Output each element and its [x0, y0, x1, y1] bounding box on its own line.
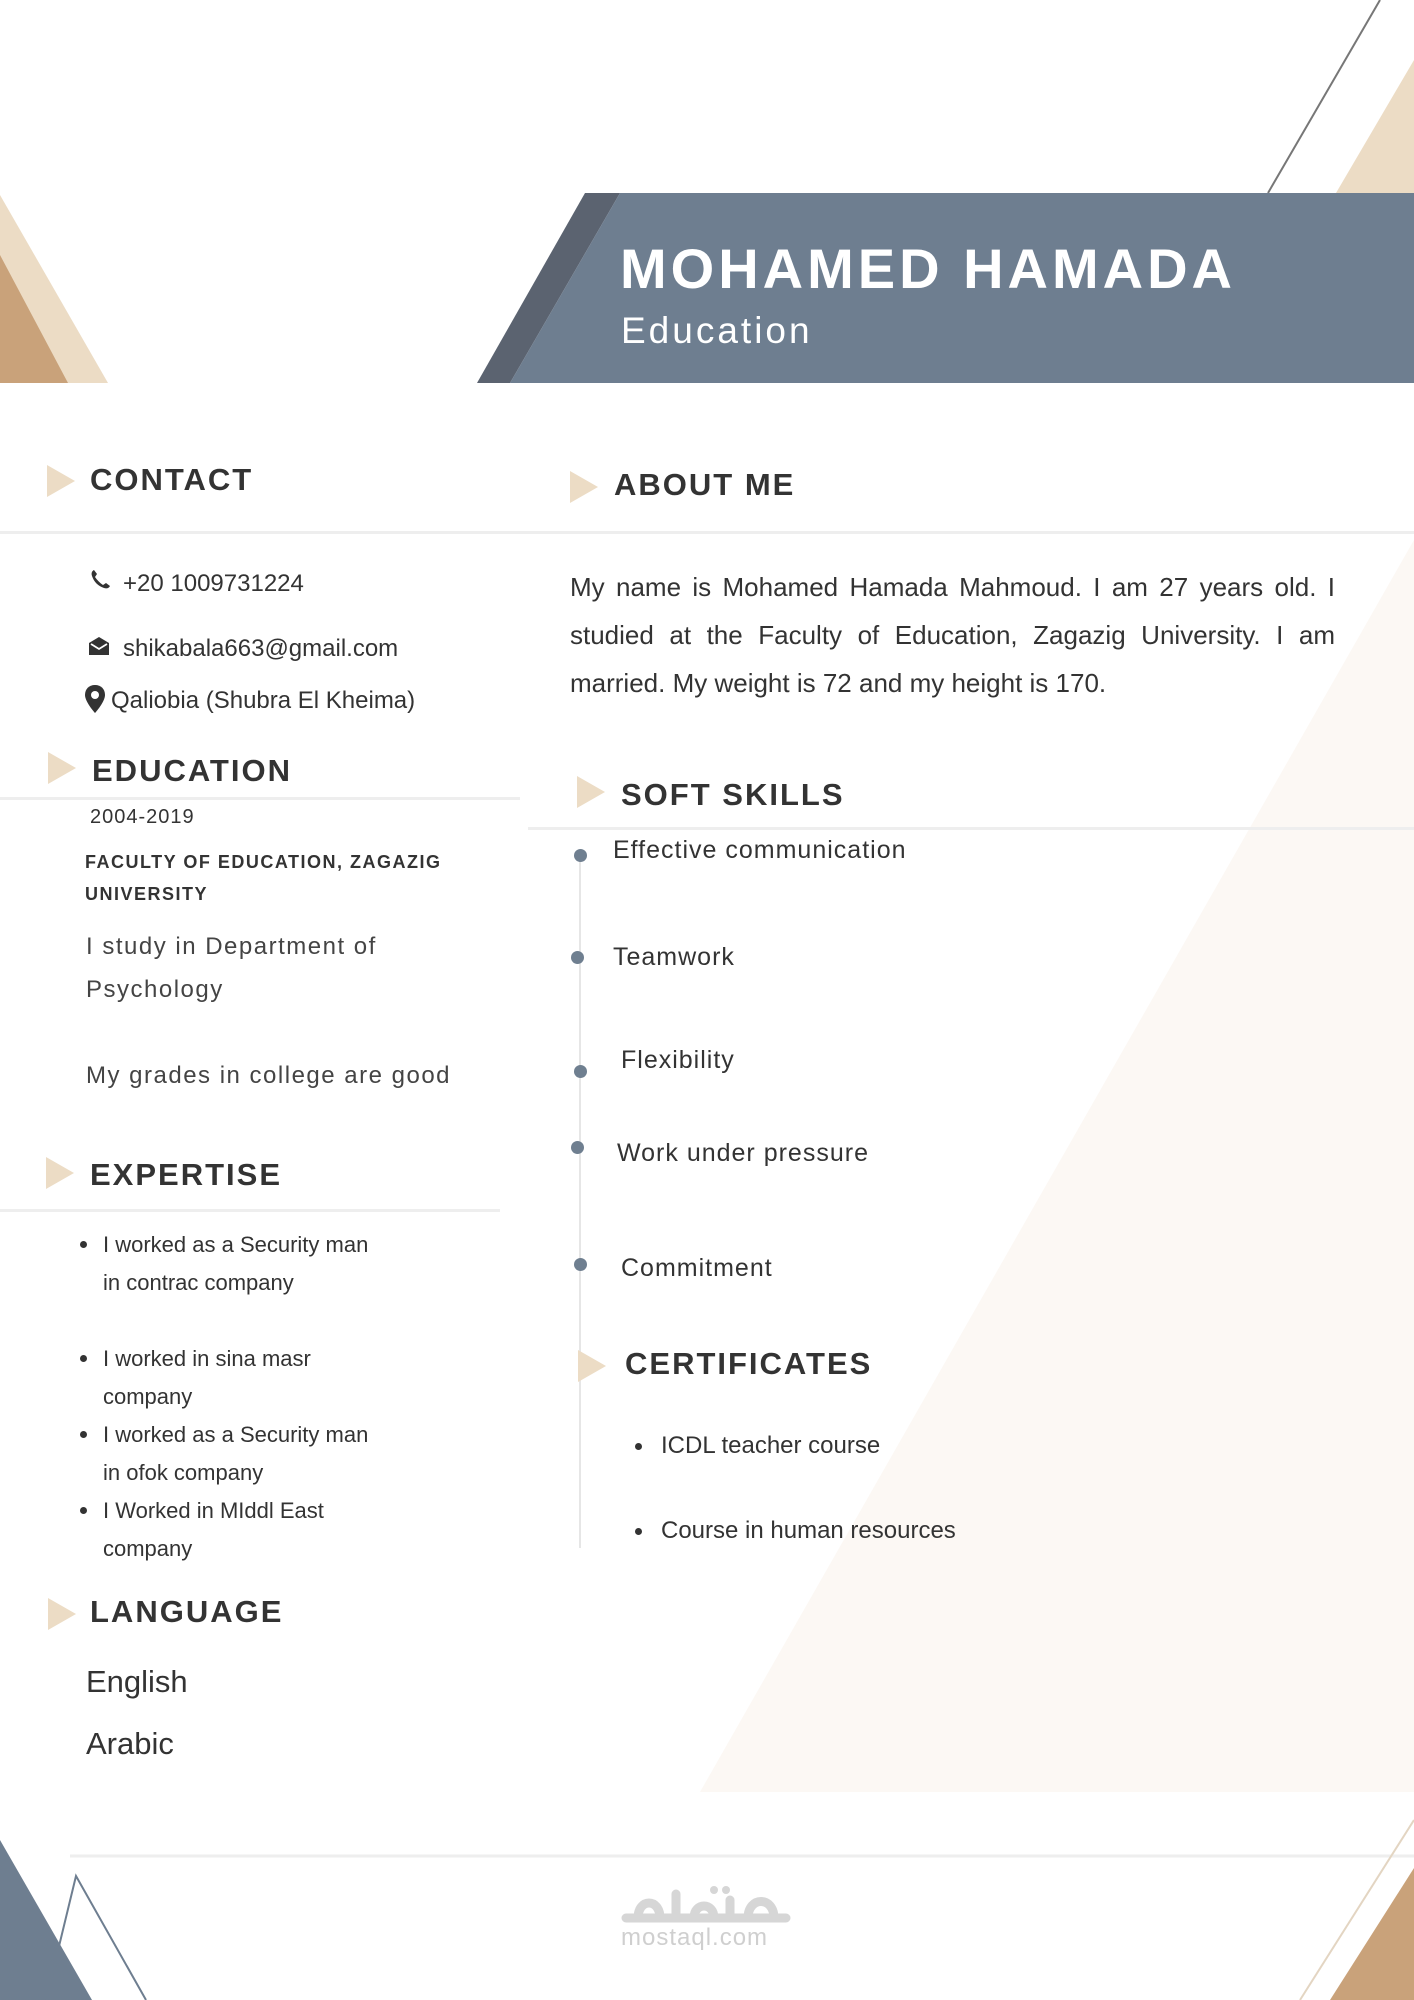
- expertise-bullet: [80, 1431, 87, 1438]
- soft-skills-rule: [528, 827, 1414, 830]
- expertise-item: I worked as a Security man in contrac company: [103, 1232, 369, 1295]
- language-item: English: [86, 1664, 188, 1699]
- language-heading-marker: [48, 1598, 76, 1630]
- envelope-icon: [87, 634, 111, 658]
- about-heading-marker: [570, 471, 598, 503]
- phone-icon: [88, 568, 112, 592]
- skill-item: Flexibility: [621, 1046, 735, 1074]
- certificates-heading: CERTIFICATES: [625, 1346, 873, 1381]
- about-heading: ABOUT ME: [614, 467, 796, 502]
- soft-skills-heading-marker: [577, 776, 605, 808]
- bottom-left-slate-triangle: [0, 1840, 92, 2000]
- contact-location: Qaliobia (Shubra El Kheima): [111, 687, 416, 714]
- contact-email[interactable]: shikabala663@gmail.com: [123, 635, 399, 662]
- watermark-url: mostaql.com: [621, 1924, 769, 1951]
- skill-dot: [574, 1258, 587, 1271]
- education-heading: EDUCATION: [92, 753, 292, 788]
- contact-heading-marker: [47, 465, 75, 497]
- education-detail-department: I study in Department of Psychology: [86, 933, 377, 1003]
- language-item: Arabic: [86, 1726, 174, 1761]
- skill-dot: [574, 849, 587, 862]
- certificate-item: Course in human resources: [661, 1517, 956, 1544]
- language-heading: LANGUAGE: [90, 1594, 284, 1629]
- expertise-bullet: [80, 1241, 87, 1248]
- certificate-bullet: [635, 1443, 642, 1450]
- top-section-rule: [0, 531, 1414, 534]
- location-pin-icon: [84, 684, 106, 714]
- skill-item: Teamwork: [613, 943, 735, 971]
- expertise-item: I Worked in MIddl East company: [103, 1498, 324, 1561]
- soft-skills-heading: SOFT SKILLS: [621, 777, 845, 812]
- expertise-item: I worked in sina masr company: [103, 1346, 311, 1409]
- skill-item: Work under pressure: [617, 1139, 869, 1167]
- education-heading-marker: [48, 752, 76, 784]
- education-institution-line-1: FACULTY OF EDUCATION, ZAGAZIG: [85, 852, 442, 872]
- education-rule: [0, 797, 520, 800]
- expertise-heading: EXPERTISE: [90, 1157, 282, 1192]
- expertise-bullet: [80, 1507, 87, 1514]
- education-institution-line-2: UNIVERSITY: [85, 884, 209, 904]
- skill-item: Commitment: [621, 1254, 773, 1282]
- skill-dot: [571, 951, 584, 964]
- candidate-title: Education: [621, 310, 813, 351]
- education-institution: [85, 846, 485, 910]
- certificates-heading-marker: [578, 1350, 606, 1382]
- skill-item: Effective communication: [613, 836, 907, 864]
- about-text: My name is Mohamed Hamada Mahmoud. I am 27 years old. I studied at the Faculty of Education, Zagazig University. I am married. My weight is 72 and my height is 170.: [570, 572, 1335, 698]
- expertise-item: I worked as a Security man in ofok company: [103, 1422, 369, 1485]
- candidate-name: MOHAMED HAMADA: [620, 237, 1236, 300]
- expertise-bullet: [80, 1355, 87, 1362]
- skill-dot: [571, 1141, 584, 1154]
- expertise-heading-marker: [46, 1157, 74, 1189]
- skill-dot: [574, 1065, 587, 1078]
- certificate-bullet: [635, 1528, 642, 1535]
- expertise-rule: [0, 1209, 500, 1212]
- certificate-item: ICDL teacher course: [661, 1432, 881, 1459]
- education-years: 2004-2019: [90, 806, 195, 828]
- top-right-beige-triangle: [1336, 60, 1414, 193]
- education-detail-grades: My grades in college are good: [86, 1062, 452, 1089]
- contact-phone[interactable]: +20 1009731224: [123, 570, 304, 597]
- contact-heading: CONTACT: [90, 462, 254, 497]
